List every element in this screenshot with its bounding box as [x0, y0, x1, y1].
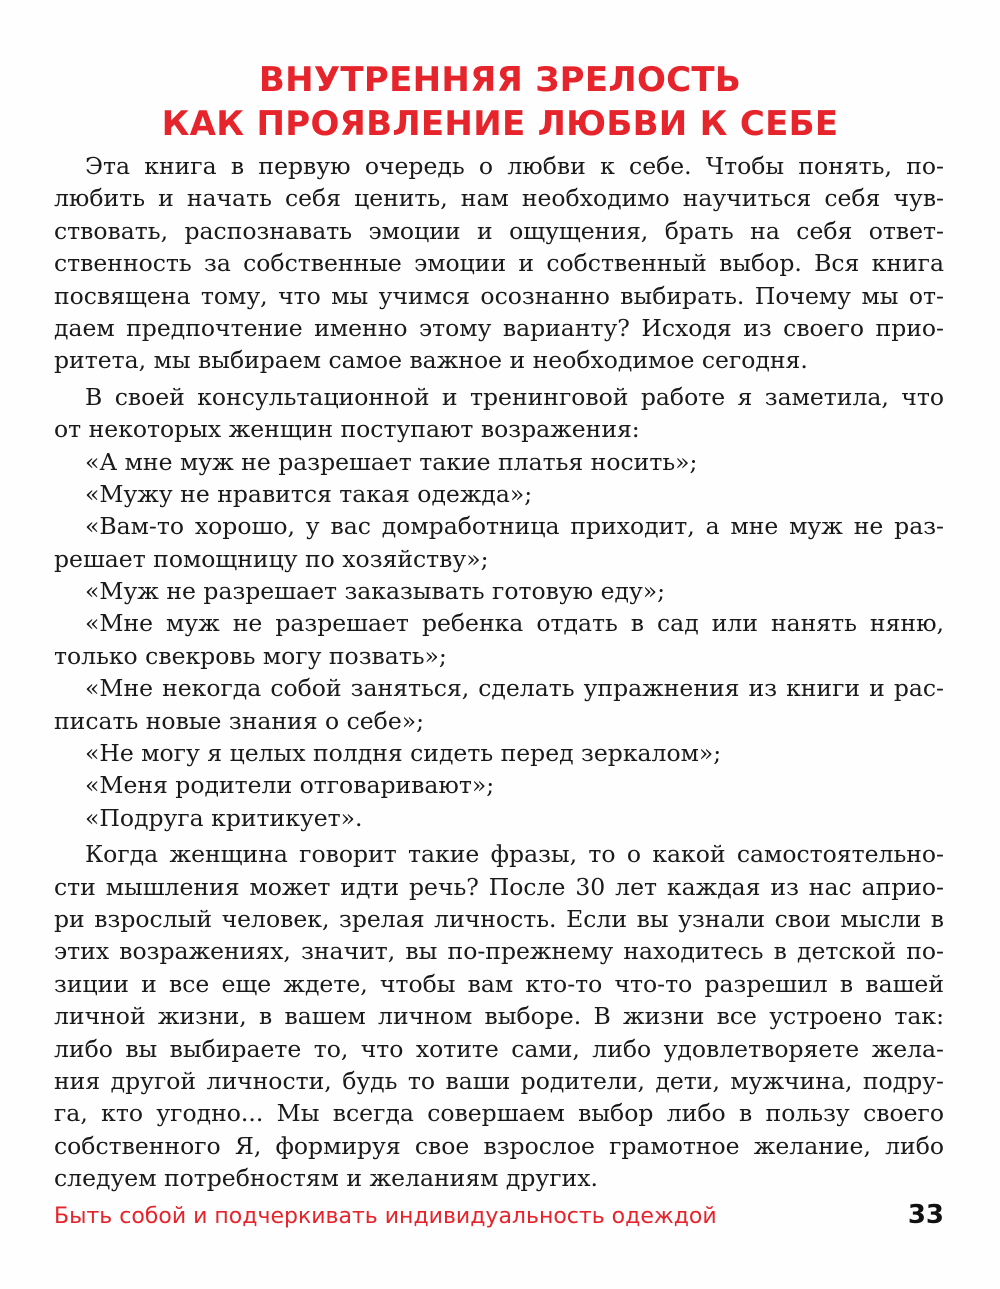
quote-line: «Мне муж не разрешает ребенка отдать в сад или нанять няню,	[85, 609, 944, 638]
page-footer	[54, 1200, 944, 1240]
quote-line: решает помощницу по хозяйству»;	[54, 544, 489, 573]
running-footer-title: Быть собой и подчеркивать индивидуальность одеждой	[54, 1204, 717, 1229]
quote-line: «Муж не разрешает заказывать готовую еду»;	[85, 577, 666, 606]
quote-line: «Подруга критикует».	[85, 803, 363, 832]
text-line: даем предпочтение именно этому варианту? Исходя из своего прио-	[54, 313, 944, 342]
text-line: ствовать, распознавать эмоции и ощущения, брать на себя ответ-	[54, 216, 944, 245]
text-line: следуем потребностям и желаниям других.	[54, 1164, 598, 1193]
text-line: ственность за собственные эмоции и собственный выбор. Вся книга	[54, 249, 944, 278]
text-line: га, кто угодно... Мы всегда совершаем выбор либо в пользу своего	[54, 1099, 944, 1128]
text-line: зиции и все еще ждете, чтобы вам кто-то что-то разрешил в вашей	[54, 969, 944, 998]
text-line: сти мышления может идти речь? После 30 лет каждая из нас априо-	[54, 872, 944, 901]
body-text	[54, 150, 944, 1195]
text-line: собственного Я, формируя свое взрослое грамотное желание, либо	[54, 1131, 944, 1160]
quote-line: писать новые знания о себе»;	[54, 706, 425, 735]
quote-line: «Не могу я целых полдня сидеть перед зеркалом»;	[85, 739, 722, 768]
title-line-1: ВНУТРЕННЯЯ ЗРЕЛОСТЬ	[258, 60, 742, 100]
quote-line: «Вам-то хорошо, у вас домработница приходит, а мне муж не раз-	[85, 512, 944, 541]
text-line: этих возражениях, значит, вы по-прежнему находитесь в детской по-	[54, 937, 944, 966]
text-line: от некоторых женщин поступают возражения:	[54, 415, 640, 444]
text-line: либо вы выбираете то, что хотите сами, либо удовлетворяете жела-	[54, 1034, 944, 1063]
text-line: Когда женщина говорит такие фразы, то о какой самостоятельно-	[85, 840, 944, 869]
page-title	[0, 58, 1000, 146]
text-line: ния другой личности, будь то ваши родители, дети, мужчина, подру-	[54, 1066, 944, 1095]
quote-line: только свекровь могу позвать»;	[54, 641, 447, 670]
quote-line: «А мне муж не разрешает такие платья носить»;	[85, 447, 698, 476]
text-line: посвящена тому, что мы учимся осознанно выбирать. Почему мы от-	[54, 281, 944, 310]
text-line: Эта книга в первую очередь о любви к себе. Чтобы понять, по-	[85, 152, 944, 180]
text-line: ритета, мы выбираем самое важное и необходимое сегодня.	[54, 346, 808, 375]
text-line: личной жизни, в вашем личном выборе. В жизни все устроено так:	[54, 1002, 944, 1031]
quote-line: «Мне некогда собой заняться, сделать упражнения из книги и рас-	[85, 674, 944, 703]
page-number: 33	[907, 1200, 944, 1230]
text-line: ри взрослый человек, зрелая личность. Если вы узнали свои мысли в	[54, 904, 944, 933]
quote-line: «Мужу не нравится такая одежда»;	[85, 479, 533, 508]
quote-line: «Меня родители отговаривают»;	[85, 771, 495, 800]
text-line: любить и начать себя ценить, нам необходимо научиться себя чув-	[54, 184, 944, 213]
text-line: В своей консультационной и тренинговой работе я заметила, что	[85, 382, 944, 411]
title-line-2: КАК ПРОЯВЛЕНИЕ ЛЮБВИ К СЕБЕ	[161, 104, 839, 144]
